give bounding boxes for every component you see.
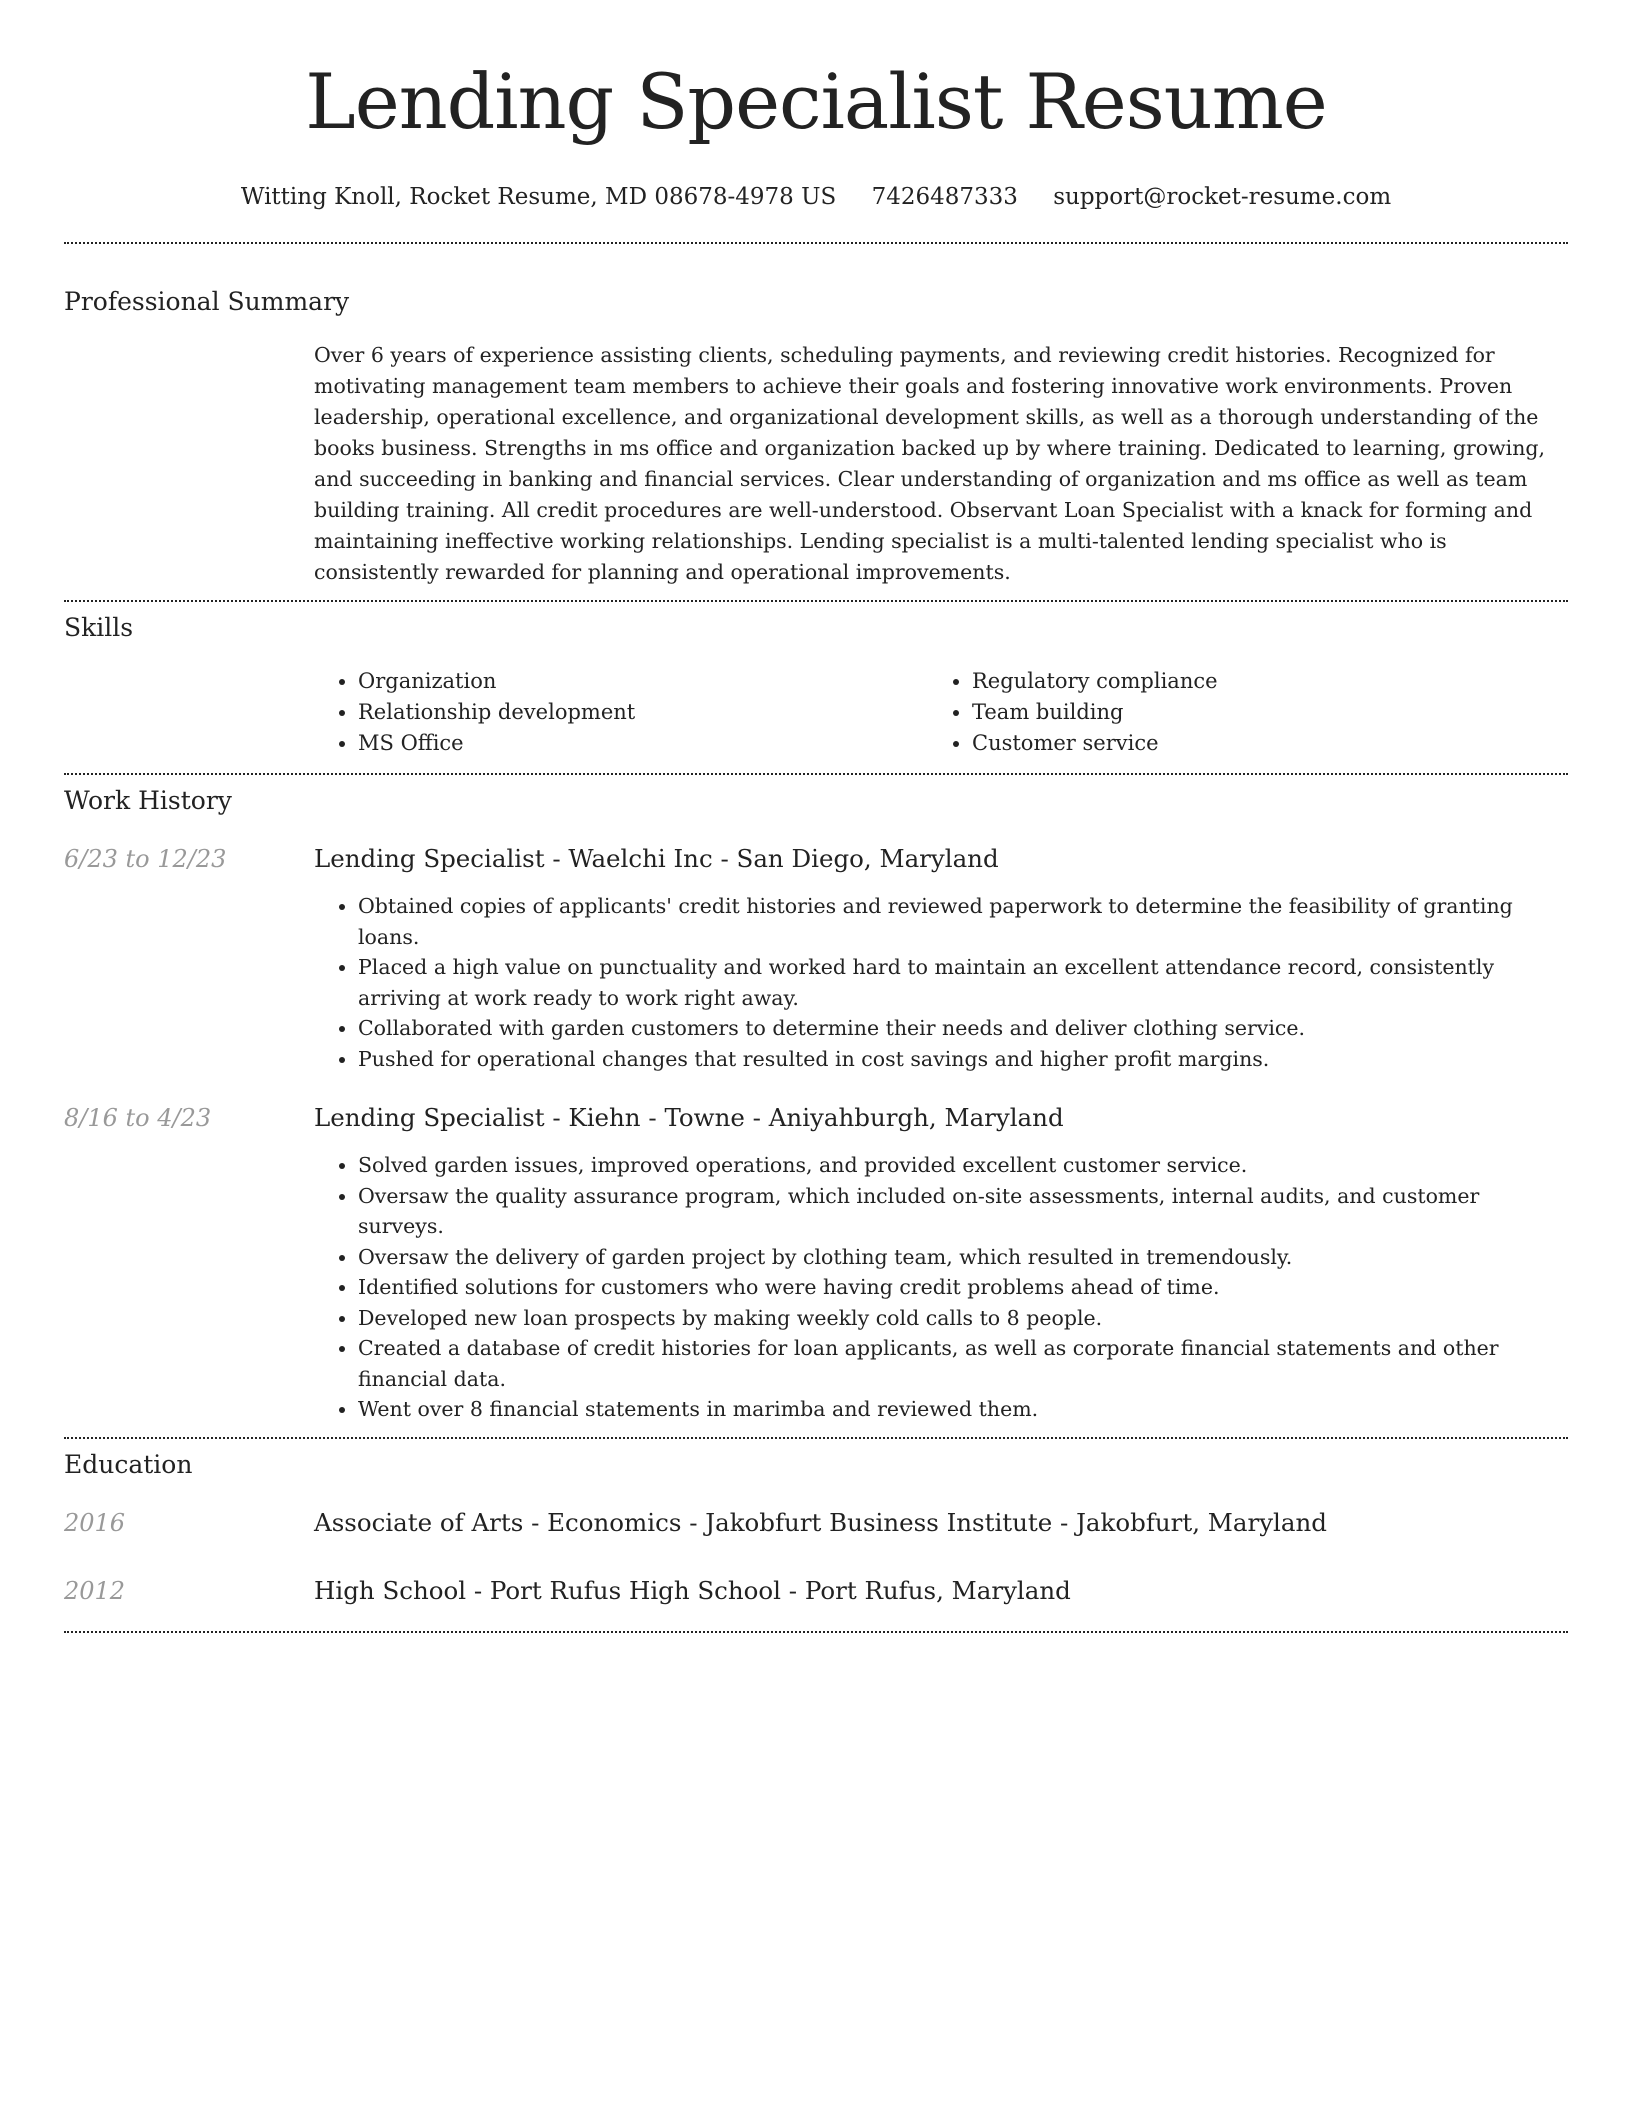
job-details [314, 843, 1568, 1074]
work-heading: Work History [64, 786, 232, 815]
job-entry [64, 1102, 1568, 1425]
work-section [64, 785, 1568, 1425]
skill-item: • Customer service [972, 728, 1542, 759]
contact-address: Witting Knoll, Rocket Resume, MD 08678-4978 US [240, 184, 837, 210]
job-bullet: • Developed new loan prospects by making weekly cold calls to 8 people. [358, 1303, 1568, 1334]
education-text: Associate of Arts - Economics - Jakobfurt Business Institute - Jakobfurt, Maryland [314, 1507, 1327, 1537]
divider [64, 242, 1568, 244]
education-text: High School - Port Rufus High School - Port Rufus, Maryland [314, 1575, 1071, 1605]
divider [64, 1631, 1568, 1633]
skills-list-left [314, 666, 928, 759]
job-bullet: • Went over 8 financial statements in marimba and reviewed them. [358, 1394, 1568, 1425]
job-bullets [314, 891, 1568, 1074]
summary-section [64, 286, 1568, 600]
skills-spacer [64, 644, 314, 773]
skills-heading: Skills [64, 613, 134, 642]
job-dates: 8/16 to 4/23 [64, 1104, 212, 1132]
skill-item: • Organization [358, 666, 928, 697]
skills-section [64, 612, 1568, 773]
job-bullet: • Collaborated with garden customers to determine their needs and deliver clothing service. [358, 1013, 1568, 1044]
summary-text: Over 6 years of experience assisting clients, scheduling payments, and reviewing credit histories. Recognized for motivating management team members to achieve their goals and fostering innovative work environments. Proven leadership, operational excellence, and organizational development skills, as well as a thorough understanding of the books business. Strengths in ms office and organization backed up by where training. Dedicated to learning, growing, and succeeding in banking and financial services. Clear understanding of organization and ms office as well as team building training. All credit procedures are well-understood. Observant Loan Specialist with a knack for forming and maintaining ineffective working relationships. Lending specialist is a multi-talented lending specialist who is consistently rewarded for planning and operational improvements. [314, 343, 1546, 584]
job-bullet: • Pushed for operational changes that resulted in cost savings and higher profit margins. [358, 1044, 1568, 1075]
education-entry [64, 1507, 1568, 1539]
job-bullet: • Placed a high value on punctuality and worked hard to maintain an excellent attendance record, consistently arriving at work ready to work right away. [358, 952, 1568, 1013]
divider [64, 1437, 1568, 1439]
job-bullet: • Obtained copies of applicants' credit histories and reviewed paperwork to determine the feasibility of granting loans. [358, 891, 1568, 952]
skill-item: • Team building [972, 697, 1542, 728]
divider [64, 773, 1568, 775]
job-bullet: • Oversaw the quality assurance program, which included on-site assessments, internal audits, and customer surveys. [358, 1181, 1568, 1242]
skills-list-right [928, 666, 1542, 759]
skills-row [64, 644, 1568, 773]
divider [64, 600, 1568, 602]
job-bullet: • Solved garden issues, improved operations, and provided excellent customer service. [358, 1150, 1568, 1181]
job-entry [64, 843, 1568, 1074]
education-section [64, 1449, 1568, 1607]
job-dates: 6/23 to 12/23 [64, 845, 227, 873]
job-details [314, 1102, 1568, 1425]
resume-title: Lending Specialist Resume [305, 57, 1327, 146]
skills-grid [314, 666, 1568, 759]
education-year: 2016 [64, 1508, 126, 1537]
skill-item: • Relationship development [358, 697, 928, 728]
job-bullet: • Identified solutions for customers who were having credit problems ahead of time. [358, 1272, 1568, 1303]
education-heading: Education [64, 1449, 193, 1479]
contact-phone: 7426487333 [871, 184, 1018, 210]
contact-line [64, 182, 1568, 212]
job-bullet: • Created a database of credit histories for loan applicants, as well as corporate financial statements and other financial data. [358, 1333, 1568, 1394]
job-bullet: • Oversaw the delivery of garden project by clothing team, which resulted in tremendously. [358, 1242, 1568, 1273]
education-entry [64, 1575, 1568, 1607]
education-year: 2012 [64, 1576, 126, 1605]
skill-item: • Regulatory compliance [972, 666, 1542, 697]
summary-row [64, 318, 1568, 600]
job-title: Lending Specialist - Kiehn - Towne - Aniyahburgh, Maryland [314, 1103, 1064, 1132]
job-title: Lending Specialist - Waelchi Inc - San Diego, Maryland [314, 844, 999, 873]
job-bullets [314, 1150, 1568, 1425]
summary-heading: Professional Summary [64, 287, 350, 316]
summary-spacer [64, 318, 314, 600]
resume-header [64, 0, 1568, 212]
contact-email: support@rocket-resume.com [1053, 184, 1392, 210]
skill-item: • MS Office [358, 728, 928, 759]
